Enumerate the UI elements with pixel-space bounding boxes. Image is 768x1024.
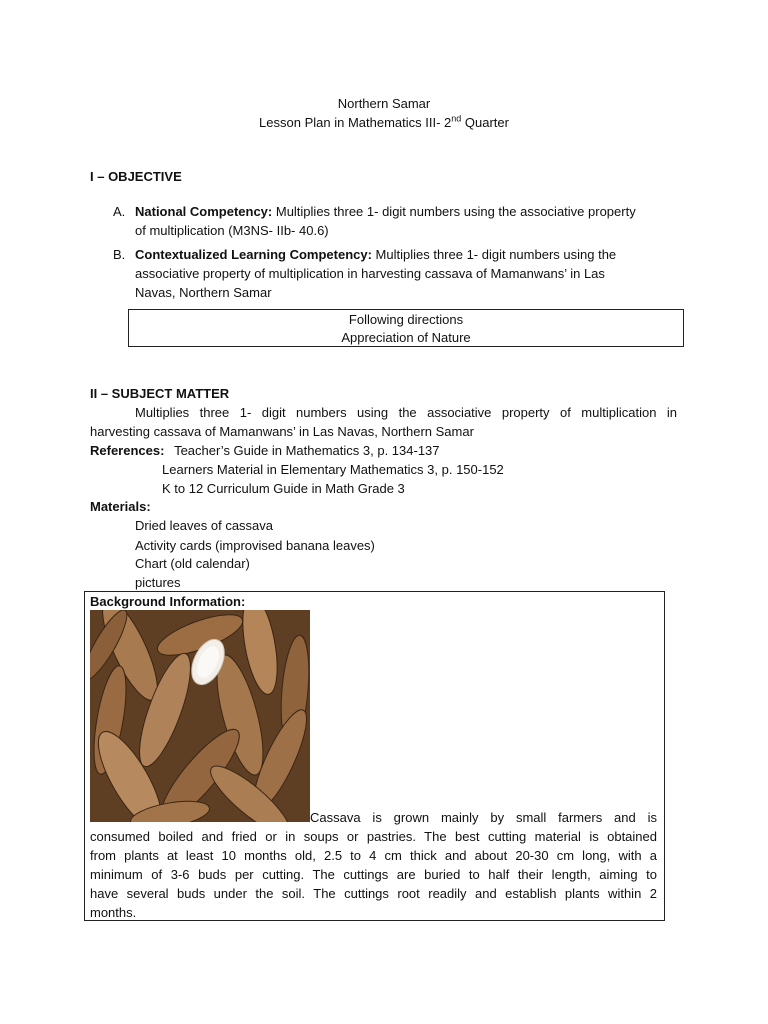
document-title (0, 113, 768, 132)
value-item: Following directions (348, 312, 464, 327)
cassava-photo (90, 610, 310, 822)
title-suffix: Quarter (461, 115, 509, 130)
background-text-line: from plants at least 10 months old, 2.5 to 4 cm thick and about 20-30 cm long, with a (90, 848, 657, 863)
objective-line: of multiplication (M3NS- IIb- 40.6) (135, 223, 329, 238)
objective-text (135, 245, 687, 302)
paragraph-line: Multiplies three 1- digit numbers using the associative property of multiplication in (135, 405, 677, 420)
value-item: Appreciation of Nature (341, 330, 471, 345)
material-item: Activity cards (improvised banana leaves) (135, 538, 375, 553)
objective-heading: I – OBJECTIVE (90, 169, 182, 184)
material-item: Dried leaves of cassava (135, 518, 274, 533)
subject-matter-heading: II – SUBJECT MATTER (90, 386, 230, 401)
reference-item: Learners Material in Elementary Mathematics 3, p. 150-152 (162, 462, 504, 477)
background-text-line: Cassava is grown mainly by small farmers and is (310, 810, 657, 825)
objective-item-b (113, 245, 683, 305)
objective-line: Navas, Northern Samar (135, 285, 272, 300)
background-text-line: have several buds under the soil. The cuttings root readily and establish plants within 2 (90, 886, 657, 901)
material-item: Chart (old calendar) (135, 556, 250, 571)
objective-line: Multiplies three 1- digit numbers using the associative property (272, 204, 636, 219)
objective-line: Multiplies three 1- digit numbers using the (371, 247, 617, 262)
values-box (128, 309, 684, 347)
objective-line: associative property of multiplication in harvesting cassava of Mamanwans’ in Las (135, 266, 605, 281)
background-text-line: consumed boiled and fried or in soups or pastries. The best cutting material is obtained (90, 829, 657, 844)
objective-label: Contextualized Learning Competency: (135, 247, 372, 262)
material-item: pictures (135, 575, 181, 590)
references-label: References: (90, 443, 165, 458)
header-region: Northern Samar (337, 96, 431, 111)
subject-matter-paragraph (90, 403, 677, 441)
background-text-line: minimum of 3-6 buds per cutting. The cuttings are buried to half their length, aiming to (90, 867, 657, 882)
paragraph-line: harvesting cassava of Mamanwans’ in Las Navas, Northern Samar (90, 424, 474, 439)
objective-label: National Competency: (135, 204, 273, 219)
reference-item: Teacher’s Guide in Mathematics 3, p. 134-137 (174, 443, 440, 458)
title-superscript: nd (451, 113, 462, 124)
objective-letter: A. (113, 204, 126, 219)
references-block (90, 441, 690, 460)
materials-label: Materials: (90, 499, 151, 514)
reference-item: K to 12 Curriculum Guide in Math Grade 3 (162, 481, 405, 496)
objective-item-a (113, 202, 683, 242)
objective-text (135, 202, 687, 240)
objective-letter: B. (113, 247, 126, 262)
background-text-line: months. (90, 905, 137, 920)
background-heading: Background Information: (90, 594, 246, 609)
title-text: Lesson Plan in Mathematics III- 2 (259, 115, 452, 130)
